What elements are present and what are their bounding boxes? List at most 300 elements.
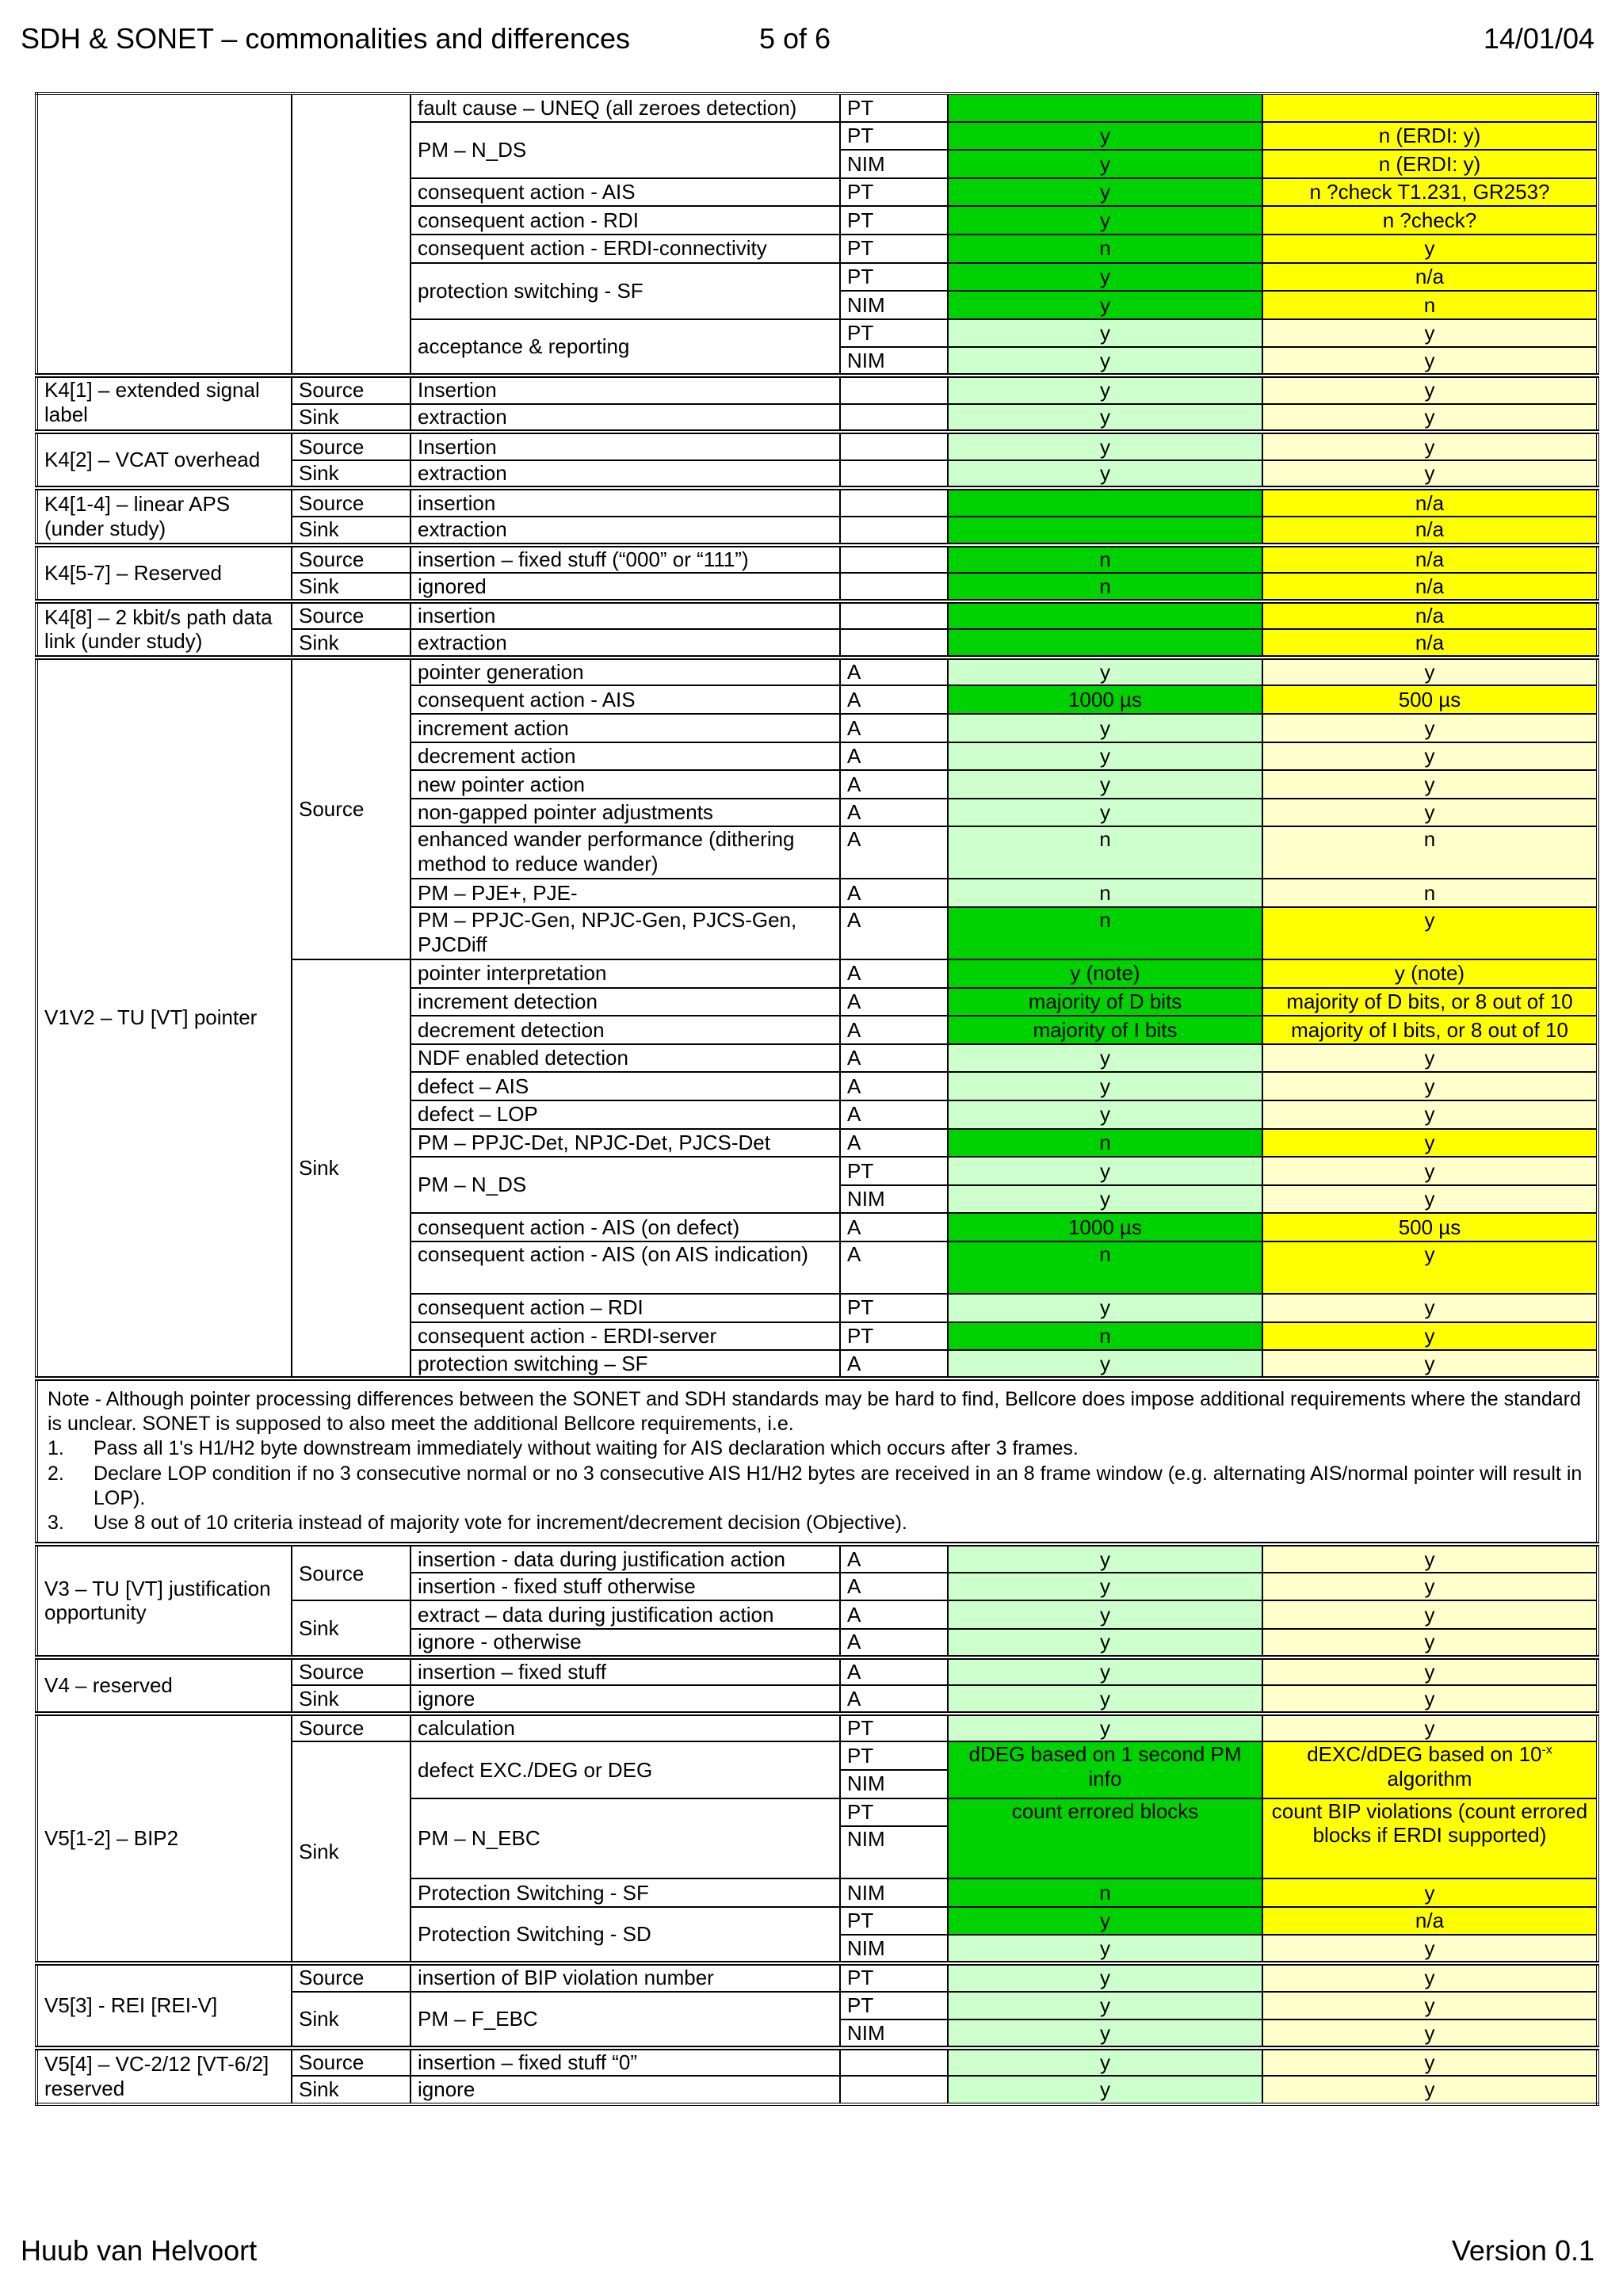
function-cell: extraction (411, 629, 840, 658)
function-cell: calculation (411, 1714, 840, 1742)
type-cell: PT (840, 1714, 948, 1742)
sonet-cell: n (1262, 879, 1598, 907)
comparison-table (35, 92, 1599, 2106)
direction-cell: Sink (292, 404, 411, 433)
sonet-cell: y (note) (1262, 959, 1598, 988)
sdh-cell: y (948, 404, 1262, 433)
sdh-cell: y (948, 1544, 1262, 1573)
function-cell: insertion - fixed stuff otherwise (411, 1573, 840, 1601)
function-cell: ignore (411, 2076, 840, 2104)
type-cell: A (840, 907, 948, 959)
type-cell: A (840, 799, 948, 827)
direction-cell: Source (292, 1544, 411, 1600)
sonet-cell: 500 µs (1262, 685, 1598, 714)
sdh-cell: n (948, 879, 1262, 907)
type-cell: A (840, 1544, 948, 1573)
sonet-cell-text: dEXC/dDEG based on 10 (1307, 1742, 1542, 1767)
group-cell: V3 – TU [VT] justification opportunity (36, 1544, 292, 1657)
group-cell: V1V2 – TU [VT] pointer (36, 658, 292, 1379)
sonet-cell: n/a (1262, 1907, 1598, 1936)
sonet-cell (1262, 1741, 1598, 1798)
sdh-cell: y (948, 1072, 1262, 1100)
function-cell: pointer interpretation (411, 959, 840, 988)
sdh-cell: y (948, 376, 1262, 404)
sdh-cell: y (948, 1629, 1262, 1657)
note-item-number: 2. (48, 1462, 64, 1485)
sonet-cell: y (1262, 770, 1598, 799)
type-cell (840, 376, 948, 404)
sdh-cell: y (948, 1714, 1262, 1742)
direction-cell: Sink (292, 1685, 411, 1714)
function-cell: protection switching - SF (411, 263, 840, 319)
sonet-cell: y (1262, 376, 1598, 404)
sdh-cell (948, 517, 1262, 545)
footer-author: Huub van Helvoort (21, 2234, 258, 2267)
type-cell: A (840, 714, 948, 742)
page-number: 5 of 6 (759, 22, 831, 55)
type-cell: PT (840, 1798, 948, 1827)
function-cell: consequent action - RDI (411, 206, 840, 235)
direction-cell: Source (292, 432, 411, 460)
sonet-cell: n/a (1262, 573, 1598, 601)
sonet-cell: n/a (1262, 545, 1598, 574)
sdh-cell: y (948, 658, 1262, 686)
direction-cell (292, 93, 411, 376)
type-cell: A (840, 1129, 948, 1158)
sonet-cell: y (1262, 1963, 1598, 1992)
direction-cell: Source (292, 601, 411, 630)
type-cell: A (840, 826, 948, 879)
function-cell: PM – PPJC-Gen, NPJC-Gen, PJCS-Gen, PJCDiff (411, 907, 840, 959)
type-cell: A (840, 1044, 948, 1073)
function-cell: insertion – fixed stuff “0” (411, 2048, 840, 2077)
function-cell: NDF enabled detection (411, 1044, 840, 1073)
function-cell: Insertion (411, 376, 840, 404)
function-cell: PM – PJE+, PJE- (411, 879, 840, 907)
sonet-cell: n ?check T1.231, GR253? (1262, 178, 1598, 207)
function-cell: ignored (411, 573, 840, 601)
sdh-cell: y (948, 742, 1262, 771)
type-cell: PT (840, 235, 948, 263)
type-cell: PT (840, 93, 948, 122)
sonet-cell: y (1262, 1241, 1598, 1294)
sonet-cell: n/a (1262, 517, 1598, 545)
sonet-cell: n (ERDI: y) (1262, 122, 1598, 151)
function-cell: ignore (411, 1685, 840, 1714)
sdh-cell: y (948, 347, 1262, 376)
sonet-cell: y (1262, 1129, 1598, 1158)
note-item-text: Declare LOP condition if no 3 consecutive normal or no 3 consecutive AIS H1/H2 bytes are received in an 8 frame window (e.g. alternating AIS/normal pointer will result in LOP). (94, 1462, 1583, 1509)
sonet-cell: y (1262, 404, 1598, 433)
sonet-cell: y (1262, 1044, 1598, 1073)
direction-cell: Source (292, 488, 411, 517)
sdh-cell: y (948, 150, 1262, 178)
function-cell: insertion of BIP violation number (411, 1963, 840, 1992)
function-cell: defect EXC./DEG or DEG (411, 1741, 840, 1798)
table-row (36, 432, 1598, 460)
note-item (48, 1462, 1587, 1512)
sdh-cell: dDEG based on 1 second PM info (948, 1741, 1262, 1798)
sdh-cell: y (948, 1963, 1262, 1992)
function-cell: defect – AIS (411, 1072, 840, 1100)
type-cell: A (840, 1685, 948, 1714)
sdh-cell: y (948, 319, 1262, 348)
sonet-cell: y (1262, 1544, 1598, 1573)
function-cell: consequent action – RDI (411, 1294, 840, 1322)
direction-cell: Sink (292, 460, 411, 489)
type-cell: NIM (840, 1826, 948, 1878)
function-cell: increment action (411, 714, 840, 742)
sdh-cell: y (948, 770, 1262, 799)
note-intro: Note - Although pointer processing differences between the SONET and SDH standards may be hard to find, Bellcore does impose additional requirements where the standard is unclear. SONET is supposed to also meet the additional Bellcore requirements, i.e. (48, 1387, 1581, 1435)
type-cell: PT (840, 178, 948, 207)
table-row (36, 93, 1598, 122)
type-cell: A (840, 1657, 948, 1686)
function-cell: decrement action (411, 742, 840, 771)
type-cell (840, 432, 948, 460)
direction-cell: Source (292, 1963, 411, 1992)
sdh-cell: majority of D bits (948, 988, 1262, 1016)
sdh-cell: n (948, 545, 1262, 574)
sdh-cell: y (948, 460, 1262, 489)
sonet-cell: n/a (1262, 488, 1598, 517)
table-row (36, 2048, 1598, 2077)
sdh-cell: y (948, 2019, 1262, 2048)
sdh-cell: y (948, 291, 1262, 319)
function-cell: extraction (411, 517, 840, 545)
group-cell: V5[1-2] – BIP2 (36, 1714, 292, 1963)
note-item-text: Pass all 1's H1/H2 byte downstream immediately without waiting for AIS declaration which occurs after 3 frames. (94, 1437, 1079, 1460)
sdh-cell: 1000 µs (948, 1213, 1262, 1241)
sonet-cell: y (1262, 1629, 1598, 1657)
type-cell: NIM (840, 347, 948, 376)
type-cell: PT (840, 319, 948, 348)
type-cell (840, 460, 948, 489)
type-cell: PT (840, 1907, 948, 1936)
sonet-cell: n/a (1262, 629, 1598, 658)
sdh-cell: n (948, 907, 1262, 959)
function-cell: insertion – fixed stuff (“000” or “111”) (411, 545, 840, 574)
sdh-cell: n (948, 235, 1262, 263)
sonet-cell: y (1262, 2019, 1598, 2048)
group-cell: K4[5-7] – Reserved (36, 545, 292, 601)
sonet-cell: n/a (1262, 601, 1598, 630)
direction-cell: Sink (292, 959, 411, 1379)
sdh-cell (948, 93, 1262, 122)
function-cell: insertion (411, 601, 840, 630)
direction-cell: Source (292, 658, 411, 959)
direction-cell: Source (292, 1657, 411, 1686)
function-cell: PM – N_DS (411, 122, 840, 178)
sdh-cell: n (948, 1878, 1262, 1907)
group-cell: K4[1] – extended signal label (36, 376, 292, 432)
sonet-cell: y (1262, 1322, 1598, 1351)
type-cell: NIM (840, 1878, 948, 1907)
table-row (36, 658, 1598, 686)
direction-cell: Sink (292, 1741, 411, 1963)
type-cell (840, 629, 948, 658)
table-row (36, 1657, 1598, 1686)
sonet-cell: y (1262, 1350, 1598, 1379)
function-cell: PM – N_EBC (411, 1798, 840, 1879)
sdh-cell: y (948, 432, 1262, 460)
sdh-cell: n (948, 573, 1262, 601)
type-cell (840, 2048, 948, 2077)
type-cell: A (840, 685, 948, 714)
function-cell: consequent action - AIS (411, 178, 840, 207)
function-cell: Protection Switching - SD (411, 1907, 840, 1963)
sonet-cell: y (1262, 1072, 1598, 1100)
sonet-cell: y (1262, 1992, 1598, 2020)
group-cell: V5[4] – VC-2/12 [VT-6/2] reserved (36, 2048, 292, 2104)
sdh-cell: y (948, 1573, 1262, 1601)
group-cell: K4[8] – 2 kbit/s path data link (under study) (36, 601, 292, 658)
group-cell (36, 93, 292, 376)
sonet-cell: majority of D bits, or 8 out of 10 (1262, 988, 1598, 1016)
function-cell: non-gapped pointer adjustments (411, 799, 840, 827)
sonet-cell: y (1262, 1157, 1598, 1185)
page-header-title: SDH & SONET – commonalities and differences (21, 22, 631, 55)
sonet-cell: y (1262, 2048, 1598, 2077)
sdh-cell: y (948, 122, 1262, 151)
sdh-cell: y (948, 1185, 1262, 1214)
sonet-cell: count BIP violations (count errored blocks if ERDI supported) (1262, 1798, 1598, 1879)
type-cell: A (840, 1100, 948, 1129)
function-cell: acceptance & reporting (411, 319, 840, 376)
direction-cell: Sink (292, 573, 411, 601)
function-cell: insertion - data during justification action (411, 1544, 840, 1573)
sdh-cell: y (note) (948, 959, 1262, 988)
type-cell: PT (840, 1741, 948, 1770)
sonet-cell: y (1262, 1100, 1598, 1129)
sonet-cell-exponent: -x (1541, 1743, 1552, 1757)
sonet-cell: y (1262, 460, 1598, 489)
sonet-cell: y (1262, 1657, 1598, 1686)
sdh-cell: y (948, 1685, 1262, 1714)
type-cell (840, 601, 948, 630)
type-cell (840, 573, 948, 601)
type-cell: NIM (840, 1935, 948, 1963)
function-cell: protection switching – SF (411, 1350, 840, 1379)
type-cell: A (840, 658, 948, 686)
type-cell: A (840, 1241, 948, 1294)
sonet-cell: majority of I bits, or 8 out of 10 (1262, 1016, 1598, 1044)
direction-cell: Sink (292, 517, 411, 545)
sonet-cell: y (1262, 714, 1598, 742)
type-cell: A (840, 770, 948, 799)
function-cell: increment detection (411, 988, 840, 1016)
type-cell (840, 2076, 948, 2104)
sonet-cell: y (1262, 432, 1598, 460)
note-item-number: 3. (48, 1512, 64, 1534)
direction-cell: Source (292, 2048, 411, 2077)
sdh-cell (948, 488, 1262, 517)
type-cell (840, 517, 948, 545)
type-cell: A (840, 1213, 948, 1241)
function-cell: consequent action - AIS (on defect) (411, 1213, 840, 1241)
sdh-cell: y (948, 1157, 1262, 1185)
type-cell (840, 404, 948, 433)
type-cell: PT (840, 1992, 948, 2020)
table-row (36, 488, 1598, 517)
type-cell: PT (840, 1294, 948, 1322)
sonet-cell: y (1262, 799, 1598, 827)
function-cell: insertion – fixed stuff (411, 1657, 840, 1686)
sonet-cell: y (1262, 1878, 1598, 1907)
type-cell: A (840, 1600, 948, 1629)
sonet-cell: y (1262, 1935, 1598, 1963)
footer-version: Version 0.1 (1451, 2234, 1594, 2267)
type-cell: NIM (840, 1185, 948, 1214)
sdh-cell: y (948, 263, 1262, 292)
function-cell: Insertion (411, 432, 840, 460)
note-item (48, 1436, 1587, 1461)
table-row (36, 1544, 1598, 1573)
direction-cell: Source (292, 545, 411, 574)
sdh-cell: y (948, 1100, 1262, 1129)
sdh-cell: y (948, 1657, 1262, 1686)
sdh-cell: y (948, 714, 1262, 742)
sonet-cell: y (1262, 1294, 1598, 1322)
function-cell: extraction (411, 404, 840, 433)
direction-cell: Sink (292, 2076, 411, 2104)
type-cell: A (840, 1573, 948, 1601)
type-cell: A (840, 988, 948, 1016)
function-cell: extraction (411, 460, 840, 489)
type-cell (840, 545, 948, 574)
type-cell (840, 488, 948, 517)
sonet-cell: y (1262, 319, 1598, 348)
sdh-cell: y (948, 1350, 1262, 1379)
table-row (36, 1714, 1598, 1742)
sdh-cell: n (948, 1241, 1262, 1294)
group-cell: V5[3] - REI [REI-V] (36, 1963, 292, 2048)
sdh-cell: y (948, 1294, 1262, 1322)
sdh-cell: y (948, 1044, 1262, 1073)
type-cell: A (840, 959, 948, 988)
type-cell: A (840, 1629, 948, 1657)
table-row (36, 545, 1598, 574)
function-cell: decrement detection (411, 1016, 840, 1044)
type-cell: PT (840, 1963, 948, 1992)
sdh-cell: y (948, 1992, 1262, 2020)
sdh-cell: y (948, 799, 1262, 827)
type-cell: A (840, 879, 948, 907)
direction-cell: Sink (292, 629, 411, 658)
sonet-cell-text-tail: algorithm (1387, 1767, 1472, 1791)
sdh-cell: majority of I bits (948, 1016, 1262, 1044)
function-cell: PM – F_EBC (411, 1992, 840, 2048)
sonet-cell: n ?check? (1262, 206, 1598, 235)
sdh-cell: y (948, 2048, 1262, 2077)
table-row (36, 601, 1598, 630)
type-cell: A (840, 1016, 948, 1044)
type-cell: PT (840, 122, 948, 151)
sdh-cell: y (948, 1935, 1262, 1963)
sonet-cell: y (1262, 347, 1598, 376)
function-cell: pointer generation (411, 658, 840, 686)
sdh-cell (948, 629, 1262, 658)
type-cell: PT (840, 263, 948, 292)
sdh-cell: n (948, 1129, 1262, 1158)
sdh-cell: y (948, 206, 1262, 235)
function-cell: PM – PPJC-Det, NPJC-Det, PJCS-Det (411, 1129, 840, 1158)
function-cell: consequent action - ERDI-connectivity (411, 235, 840, 263)
table-row (36, 1379, 1598, 1545)
sonet-cell: n (ERDI: y) (1262, 150, 1598, 178)
sonet-cell: y (1262, 1685, 1598, 1714)
function-cell: extract – data during justification action (411, 1600, 840, 1629)
function-cell: insertion (411, 488, 840, 517)
function-cell: enhanced wander performance (dithering method to reduce wander) (411, 826, 840, 879)
group-cell: K4[1-4] – linear APS (under study) (36, 488, 292, 544)
direction-cell: Sink (292, 1992, 411, 2048)
type-cell: A (840, 742, 948, 771)
type-cell: A (840, 1072, 948, 1100)
function-cell: Protection Switching - SF (411, 1878, 840, 1907)
table-row (36, 376, 1598, 404)
note-item (48, 1511, 1587, 1535)
sonet-cell: y (1262, 1573, 1598, 1601)
sdh-cell: n (948, 826, 1262, 879)
page-date: 14/01/04 (1483, 22, 1594, 55)
note-item-text: Use 8 out of 10 criteria instead of majority vote for increment/decrement decision (Objective). (94, 1512, 907, 1534)
sonet-cell: y (1262, 2076, 1598, 2104)
sonet-cell: n (1262, 826, 1598, 879)
type-cell: PT (840, 1157, 948, 1185)
sonet-cell: y (1262, 1600, 1598, 1629)
type-cell: NIM (840, 2019, 948, 2048)
sdh-cell: y (948, 1600, 1262, 1629)
type-cell: NIM (840, 150, 948, 178)
group-cell: V4 – reserved (36, 1657, 292, 1714)
function-cell: fault cause – UNEQ (all zeroes detection) (411, 93, 840, 122)
function-cell: ignore - otherwise (411, 1629, 840, 1657)
type-cell: PT (840, 206, 948, 235)
sonet-cell (1262, 93, 1598, 122)
group-cell: K4[2] – VCAT overhead (36, 432, 292, 488)
table-row (36, 1963, 1598, 1992)
sonet-cell: n (1262, 291, 1598, 319)
sdh-cell (948, 601, 1262, 630)
type-cell: NIM (840, 1770, 948, 1798)
sonet-cell: 500 µs (1262, 1213, 1598, 1241)
sdh-cell: 1000 µs (948, 685, 1262, 714)
sdh-cell: y (948, 2076, 1262, 2104)
type-cell: PT (840, 1322, 948, 1351)
sonet-cell: y (1262, 742, 1598, 771)
direction-cell: Sink (292, 1600, 411, 1657)
type-cell: NIM (840, 291, 948, 319)
sdh-cell: n (948, 1322, 1262, 1351)
function-cell: consequent action - AIS (on AIS indication) (411, 1241, 840, 1294)
sonet-cell: y (1262, 235, 1598, 263)
direction-cell: Source (292, 1714, 411, 1742)
note-item-number: 1. (48, 1437, 64, 1460)
sdh-cell: y (948, 178, 1262, 207)
sonet-cell: n/a (1262, 263, 1598, 292)
sdh-cell: count errored blocks (948, 1798, 1262, 1879)
sdh-cell: y (948, 1907, 1262, 1936)
function-cell: PM – N_DS (411, 1157, 840, 1213)
function-cell: consequent action - ERDI-server (411, 1322, 840, 1351)
pointer-processing-note (36, 1379, 1598, 1545)
sonet-cell: y (1262, 1185, 1598, 1214)
sonet-cell: y (1262, 1714, 1598, 1742)
function-cell: defect – LOP (411, 1100, 840, 1129)
sonet-cell: y (1262, 907, 1598, 959)
function-cell: new pointer action (411, 770, 840, 799)
